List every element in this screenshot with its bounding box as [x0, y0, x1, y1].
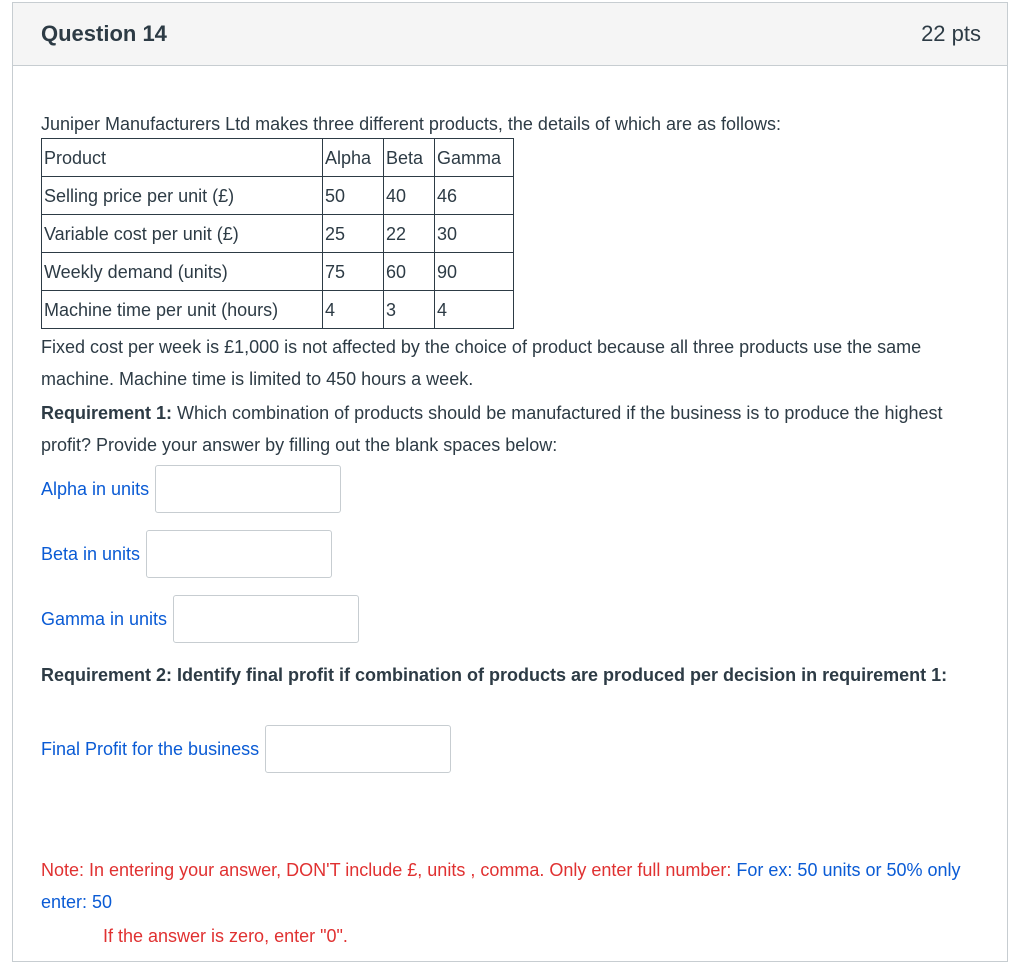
fixed-cost-text: Fixed cost per week is £1,000 is not affected by the choice of product because all three products use the same machine. Machine time is limited to 450 hours a week.: [41, 337, 922, 389]
table-cell: 40: [384, 177, 435, 215]
question-title: Question 14: [41, 21, 167, 46]
gamma-label: Gamma in units: [41, 608, 168, 629]
alpha-input[interactable]: [155, 465, 341, 513]
table-header-cell: Product: [42, 139, 323, 177]
table-cell: 46: [435, 177, 514, 215]
table-cell: 75: [323, 253, 384, 291]
table-row: [42, 177, 514, 215]
table-cell: 22: [384, 215, 435, 253]
profit-row: [41, 725, 451, 773]
product-table: [41, 138, 514, 329]
table-cell: 50: [323, 177, 384, 215]
note-red-text: Note: In entering your answer, DON'T include £, units , comma. Only enter full number:: [41, 860, 737, 880]
gamma-input[interactable]: [173, 595, 359, 643]
table-header-row: [42, 139, 514, 177]
table-cell: 25: [323, 215, 384, 253]
requirement-1-label: Requirement 1:: [41, 403, 173, 423]
table-row: [42, 291, 514, 329]
alpha-label: Alpha in units: [41, 478, 150, 499]
table-cell: Selling price per unit (£): [42, 177, 323, 215]
beta-label: Beta in units: [41, 543, 141, 564]
requirement-2-text: Identify final profit if combination of products are produced per decision in requirement 1:: [172, 665, 948, 685]
profit-label: Final Profit for the business: [41, 738, 260, 759]
question-body: [41, 108, 981, 461]
table-cell: 30: [435, 215, 514, 253]
answer-note: [41, 854, 981, 918]
intro-text: Juniper Manufacturers Ltd makes three different products, the details of which are as follows:: [41, 114, 782, 134]
table-cell: 3: [384, 291, 435, 329]
question-header: [13, 3, 1007, 66]
table-cell: 60: [384, 253, 435, 291]
requirement-1: [41, 397, 981, 461]
table-cell: Weekly demand (units): [42, 253, 323, 291]
gamma-row: [41, 595, 359, 643]
profit-input[interactable]: [265, 725, 451, 773]
table-row: [42, 215, 514, 253]
zero-note: If the answer is zero, enter "0".: [103, 926, 348, 946]
requirement-2-label: Requirement 2:: [41, 665, 173, 685]
requirement-2: [41, 659, 981, 691]
note-blue-text: For ex: 50 units or 50% only enter: 50: [41, 860, 961, 912]
beta-row: [41, 530, 332, 578]
table-header-cell: Alpha: [323, 139, 384, 177]
requirement-1-text: Which combination of products should be manufactured if the business is to produce the highest profit? Provide your answer by filling out the blank spaces below:: [41, 403, 943, 455]
table-header-cell: Beta: [384, 139, 435, 177]
table-cell: 90: [435, 253, 514, 291]
beta-input[interactable]: [146, 530, 332, 578]
table-header-cell: Gamma: [435, 139, 514, 177]
table-cell: Machine time per unit (hours): [42, 291, 323, 329]
table-row: [42, 253, 514, 291]
alpha-row: [41, 465, 341, 513]
table-cell: 4: [323, 291, 384, 329]
question-card: [12, 2, 1008, 962]
table-cell: 4: [435, 291, 514, 329]
table-cell: Variable cost per unit (£): [42, 215, 323, 253]
question-points: 22 pts: [921, 21, 981, 46]
